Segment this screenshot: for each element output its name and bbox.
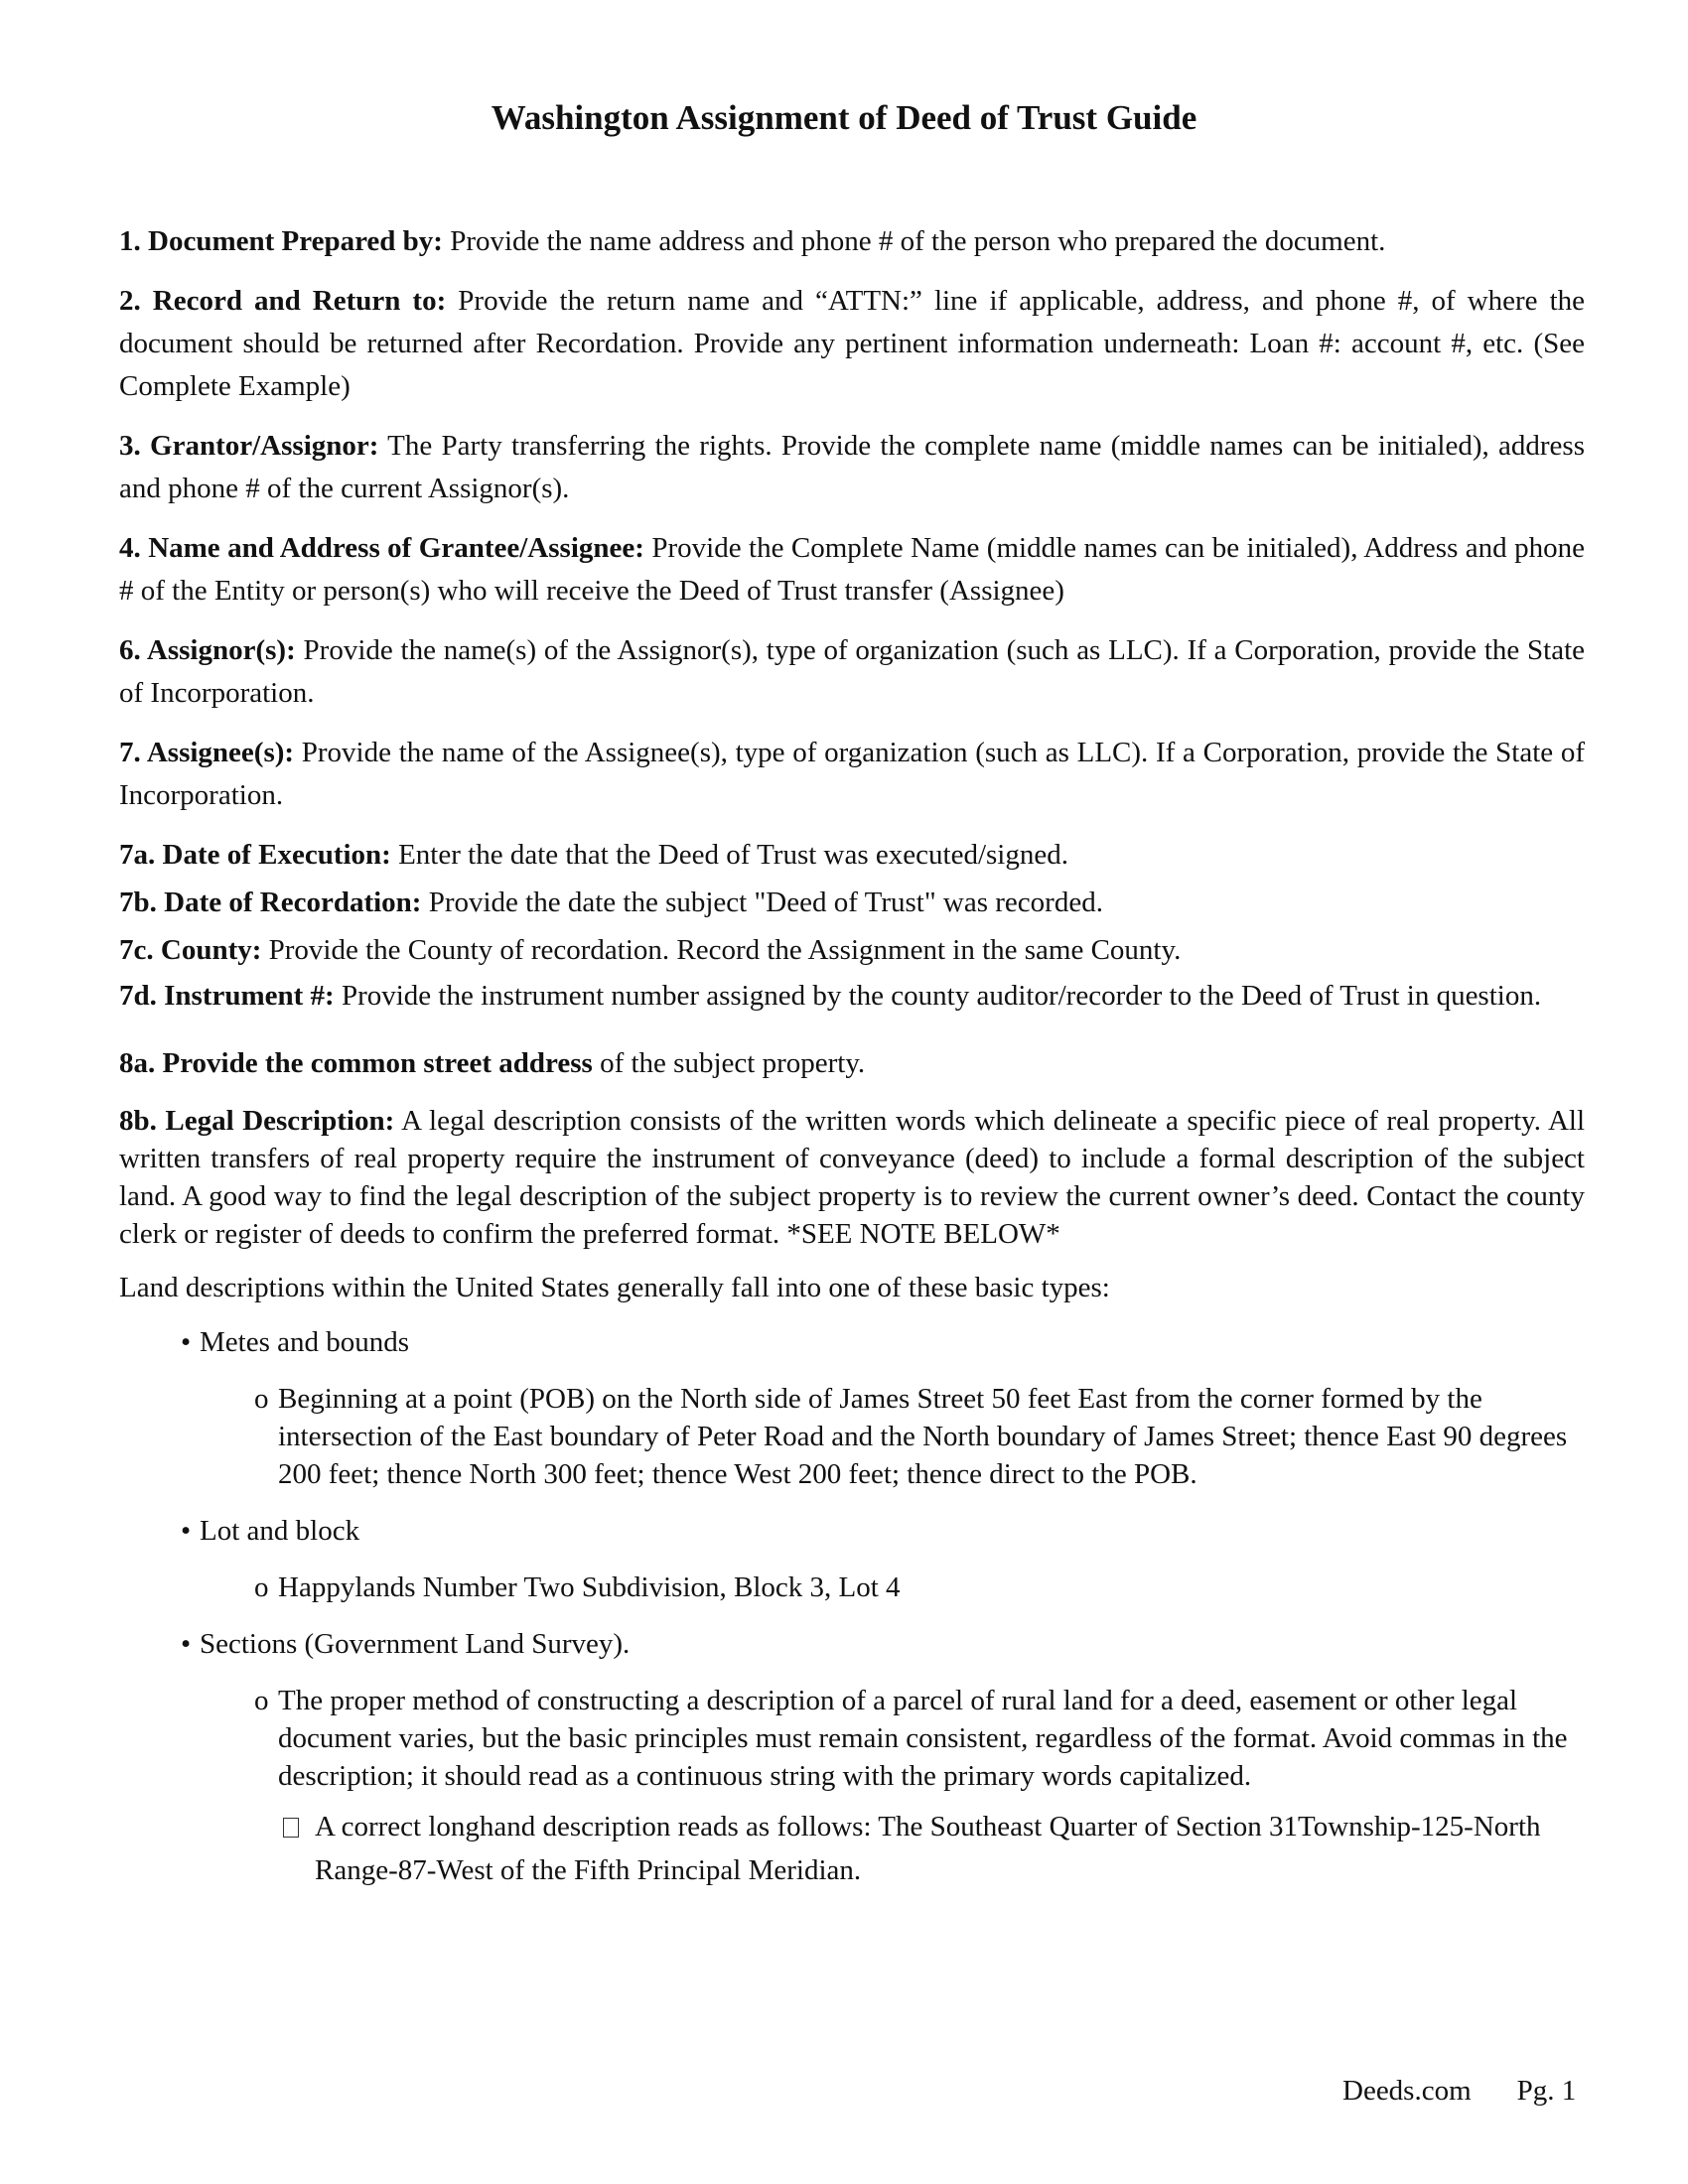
page-title: Washington Assignment of Deed of Trust Guide [491,98,1197,137]
item-label: 8a. Provide the common street address [119,1047,593,1079]
item-county [119,929,1585,972]
land-type-item [119,1323,1585,1361]
item-text: Enter the date that the Deed of Trust was executed/signed. [390,839,1068,871]
item-date-of-recordation [119,882,1585,924]
item-text: Provide the instrument number assigned by the county auditor/recorder to the Deed of Trust in question. [334,980,1542,1012]
item-record-and-return [119,280,1585,408]
land-type-item [119,1625,1585,1663]
longhand-example [119,1805,1585,1892]
page-footer [1342,2075,1576,2108]
item-label: 6. Assignor(s): [119,634,296,666]
item-assignors [119,629,1585,715]
item-label: 2. Record and Return to: [119,285,447,317]
item-text: Provide the name address and phone # of the person who prepared the document. [442,225,1386,257]
item-text: Provide the name of the Assignee(s), type of organization (such as LLC). If a Corporation, provide the State of Incorporation. [119,737,1585,811]
item-instrument-number [119,977,1585,1015]
item-street-address [119,1042,1585,1085]
item-assignees [119,732,1585,817]
example-text: Beginning at a point (POB) on the North side of James Street 50 feet East from the corner formed by the intersection of the East boundary of Peter Road and the North boundary of James Street; thence East 90 degrees 200 feet; thence North 300 feet; thence West 200 feet; thence direct to the POB. [278,1383,1568,1490]
item-label: 7c. County: [119,934,262,966]
item-text: Provide the date the subject "Deed of Trust" was recorded. [421,887,1103,918]
item-text: Provide the name(s) of the Assignor(s), type of organization (such as LLC). If a Corporation, provide the State of Incorporation. [119,634,1586,709]
checkbox-marker-icon [283,1818,299,1838]
land-type-example [119,1682,1585,1795]
bullet-marker: • [181,1326,192,1358]
item-document-prepared-by [119,220,1585,263]
sub-bullet-marker: o [254,1383,269,1415]
footer-site: Deeds.com [1342,2075,1472,2107]
item-text: Provide the return name and “ATTN:” line if applicable, address, and phone #, of where the document should be returned after Recordation. Provide any pertinent information underneath: Loan #: account #, etc. (See Complete Example) [119,285,1585,402]
example-text: Happylands Number Two Subdivision, Block 3, Lot 4 [278,1571,901,1603]
item-label: 1. Document Prepared by: [119,225,443,257]
item-date-of-execution [119,834,1585,877]
item-label: 4. Name and Address of Grantee/Assignee: [119,532,644,564]
item-text: of the subject property. [592,1047,866,1079]
land-type-name: Sections (Government Land Survey). [200,1628,631,1660]
item-label: 3. Grantor/Assignor: [119,430,379,462]
land-type-example [119,1569,1585,1606]
bullet-marker: • [181,1628,192,1660]
guide-content [119,220,1585,1892]
item-text: Provide the Complete Name (middle names can be initialed), Address and phone # of the Entity or person(s) who will receive the Deed of Trust transfer (Assignee) [119,532,1585,607]
land-descriptions-intro: Land descriptions within the United States generally fall into one of these basic types: [119,1272,1110,1303]
item-text: A legal description consists of the written words which delineate a specific piece of real property. All written transfers of real property require the instrument of conveyance (deed) to include a formal description of the subject land. A good way to find the legal description of the subject property is to review the current owner’s deed. Contact the county clerk or register of deeds to confirm the preferred format. *SEE NOTE BELOW* [119,1105,1585,1250]
land-type-example [119,1380,1585,1493]
item-label: 8b. Legal Description: [119,1105,395,1137]
example-text: The proper method of constructing a description of a parcel of rural land for a deed, easement or other legal document varies, but the basic principles must remain consistent, regardless of the format. Avoid commas in the description; it should read as a continuous string with the primary words capitalized. [278,1685,1568,1792]
item-grantor-assignor [119,425,1585,510]
longhand-text: A correct longhand description reads as follows: The Southeast Quarter of Section 31Township-125-North Range-87-West of the Fifth Principal Meridian. [315,1811,1541,1886]
bullet-marker: • [181,1515,192,1547]
land-type-item [119,1512,1585,1550]
land-type-name: Metes and bounds [200,1326,410,1358]
item-label: 7a. Date of Execution: [119,839,391,871]
item-legal-description [119,1102,1585,1253]
item-label: 7d. Instrument #: [119,980,335,1012]
item-text: The Party transferring the rights. Provide the complete name (middle names can be initialed), address and phone # of the current Assignor(s). [119,430,1585,504]
sub-bullet-marker: o [254,1685,269,1716]
sub-bullet-marker: o [254,1571,269,1603]
item-label: 7b. Date of Recordation: [119,887,422,918]
item-label: 7. Assignee(s): [119,737,295,768]
item-text: Provide the County of recordation. Record the Assignment in the same County. [261,934,1182,966]
land-type-name: Lot and block [200,1515,360,1547]
footer-page-number: Pg. 1 [1516,2075,1577,2107]
item-grantee-assignee [119,527,1585,613]
